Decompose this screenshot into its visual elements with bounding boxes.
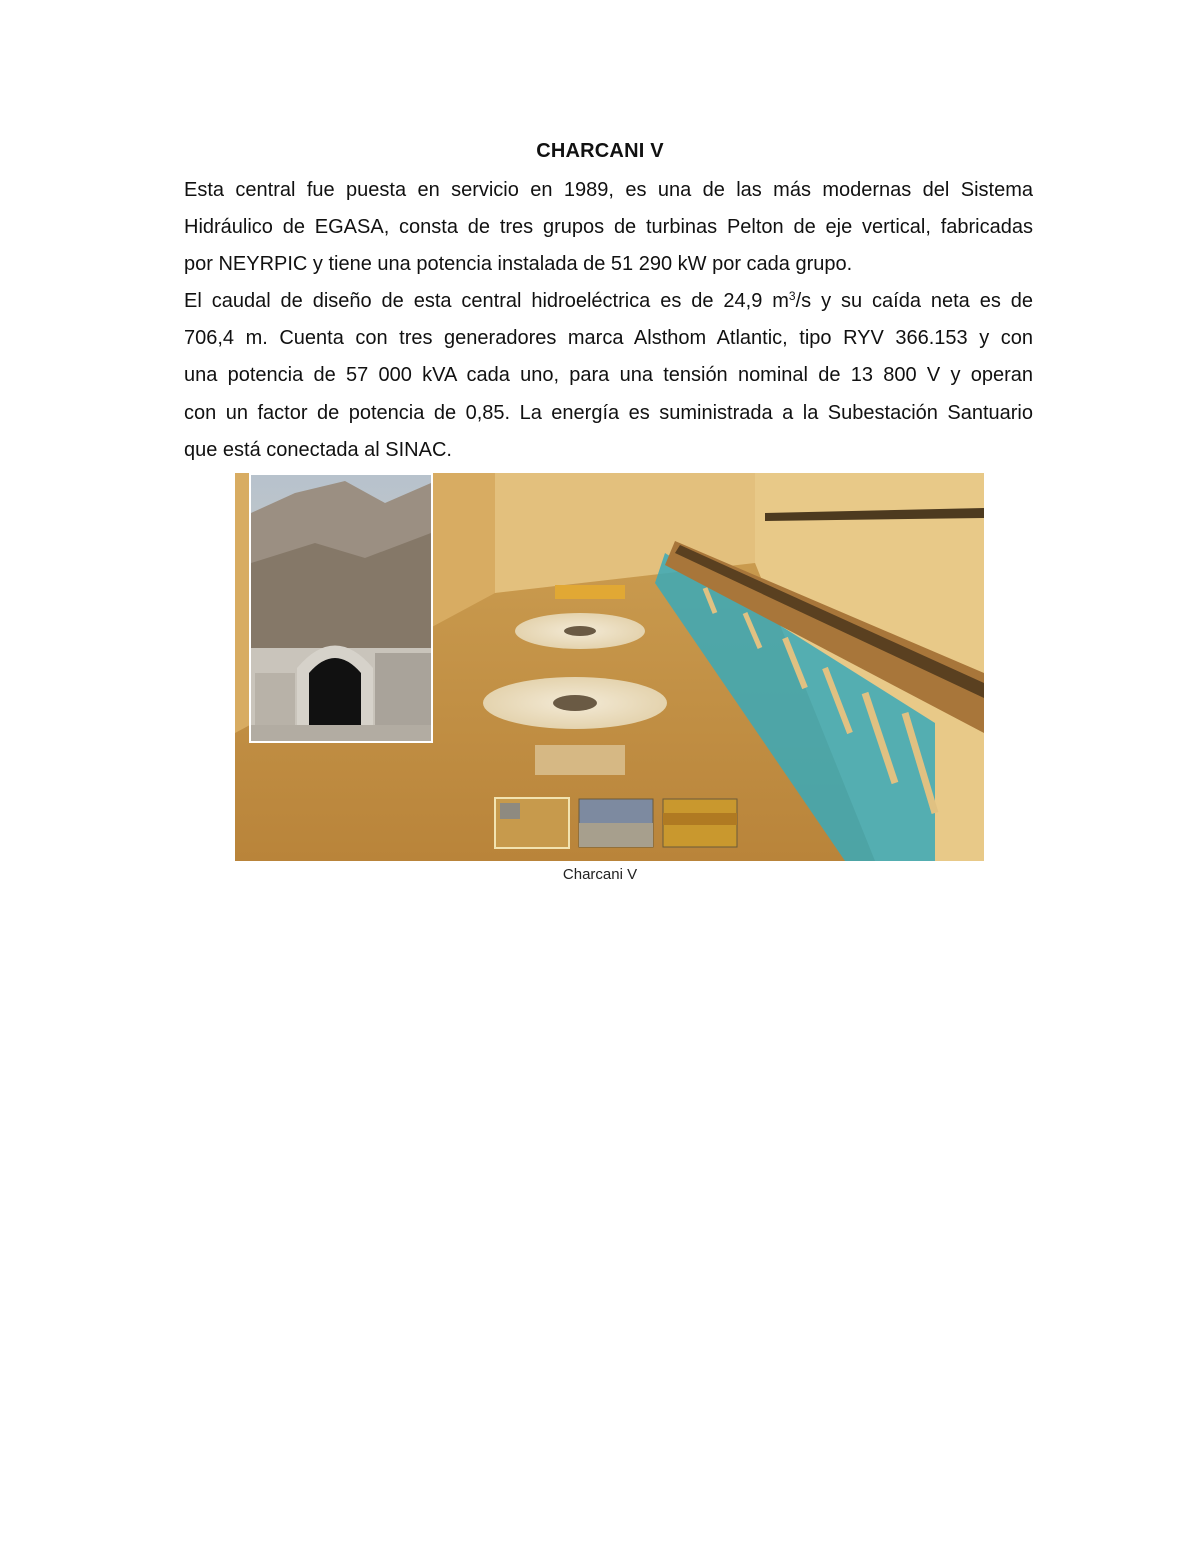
- turbine-disc-1: [515, 613, 645, 649]
- paragraph-1-line-3: por NEYRPIC y tiene una potencia instalada de 51 290 kW por cada grupo.: [184, 253, 853, 276]
- paragraph-2-line-5: que está conectada al SINAC.: [184, 438, 452, 461]
- document-title: CHARCANI V: [536, 140, 664, 162]
- paragraph-2-line-4: con un factor de potencia de 0,85. La energía es suministrada a la Subestación Santuario: [184, 401, 1033, 424]
- turbine-disc-2: [483, 677, 667, 729]
- paragraph-2-line-1: [184, 283, 1033, 320]
- paragraph-2-line-1-end: /s y su caída neta es de: [795, 290, 1033, 312]
- thumbnail-strip: [495, 798, 737, 848]
- charcani-v-photo: [235, 473, 984, 861]
- paragraph-2-line-1-start: El caudal de diseño de esta central hidroeléctrica es de 24,9 m: [184, 290, 789, 312]
- paragraph-2-line-2: 706,4 m. Cuenta con tres generadores marca Alsthom Atlantic, tipo RYV 366.153 y con: [184, 327, 1033, 350]
- superscript-3: 3: [788, 289, 796, 303]
- inset-tunnel-photo: [249, 473, 433, 743]
- paragraph-1: [184, 172, 1033, 284]
- paragraph-1-line-2: Hidráulico de EGASA, consta de tres grupos de turbinas Pelton de eje vertical, fabricadas: [184, 216, 1033, 239]
- paragraph-2: [184, 283, 1033, 469]
- paragraph-1-line-1: Esta central fue puesta en servicio en 1989, es una de las más modernas del Sistema: [184, 179, 1033, 201]
- figure-caption: Charcani V: [562, 866, 638, 883]
- paragraph-2-line-3: una potencia de 57 000 kVA cada uno, para una tensión nominal de 13 800 V y operan: [184, 364, 1033, 387]
